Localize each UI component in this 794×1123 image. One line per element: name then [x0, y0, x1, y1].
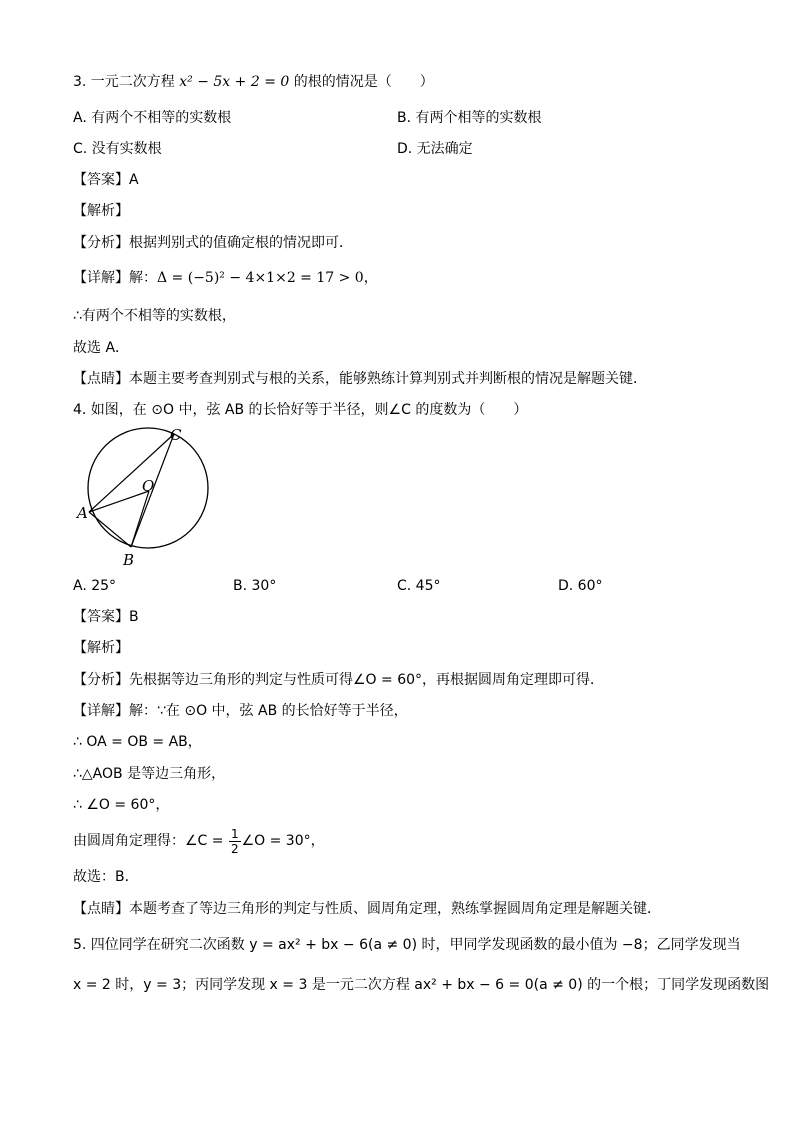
label-c: C	[170, 426, 182, 444]
q3-discriminant: Δ = (−5)² − 4×1×2 = 17 > 0	[157, 270, 364, 286]
q3-option-d: D. 无法确定	[397, 141, 473, 157]
q3-detail-label: 【详解】解：	[73, 270, 157, 286]
q4-step-4	[73, 826, 325, 856]
q3-detail	[73, 268, 378, 288]
q3-choose: 故选 A．	[73, 340, 130, 356]
segment-ao	[89, 491, 149, 512]
q4-step-2: ∴△AOB 是等边三角形，	[73, 766, 226, 782]
q4-jiexi: 【解析】	[73, 640, 129, 656]
q4-step-4-tail: ∠O = 30°，	[241, 833, 325, 849]
q4-comment: 【点睛】本题考查了等边三角形的判定与性质、圆周角定理，熟练掌握圆周角定理是解题关键．	[73, 901, 661, 917]
q4-stem: 4. 如图，在 ⊙O 中，弦 AB 的长恰好等于半径，则∠C 的度数为（ ）	[73, 402, 528, 418]
fraction-denominator: 2	[230, 841, 239, 856]
q4-step-1: ∴ OA = OB = AB，	[73, 734, 202, 750]
q3-option-b: B. 有两个相等的实数根	[397, 110, 542, 126]
q4-option-a: A. 25°	[73, 578, 117, 594]
fraction-numerator: 1	[230, 826, 239, 841]
segment-ac	[89, 434, 174, 512]
q3-stem-text-a: 3. 一元二次方程	[73, 74, 180, 90]
q3-stem-text-b: 的根的情况是（ ）	[289, 74, 434, 90]
q3-comment: 【点睛】本题主要考查判别式与根的关系，能够熟练计算判别式并判断根的情况是解题关键．	[73, 371, 647, 387]
label-o: O	[142, 477, 155, 495]
q3-analysis: 【分析】根据判别式的值确定根的情况即可．	[73, 235, 353, 251]
q3-equation: x² − 5x + 2 = 0	[179, 74, 290, 90]
q4-choose: 故选：B．	[73, 869, 139, 885]
q3-stem	[73, 72, 434, 92]
label-a: A	[77, 504, 88, 522]
q4-option-d: D. 60°	[558, 578, 603, 594]
label-b: B	[123, 551, 135, 569]
q4-detail: 【详解】解：∵在 ⊙O 中，弦 AB 的长恰好等于半径，	[73, 703, 408, 719]
q4-step-4-text: 由圆周角定理得：∠C =	[73, 833, 228, 849]
q4-analysis: 【分析】先根据等边三角形的判定与性质可得∠O = 60°，再根据圆周角定理即可得．	[73, 672, 605, 688]
fraction-one-half	[229, 827, 241, 856]
q3-option-a: A. 有两个不相等的实数根	[73, 110, 232, 126]
q4-answer: 【答案】B	[73, 609, 139, 625]
segment-bo	[131, 491, 149, 547]
q3-detail-end: ，	[363, 270, 378, 286]
segment-ab	[89, 512, 131, 547]
q3-jiexi: 【解析】	[73, 203, 129, 219]
q4-step-3: ∴ ∠O = 60°，	[73, 797, 170, 813]
q4-option-c: C. 45°	[397, 578, 441, 594]
q3-option-c: C. 没有实数根	[73, 141, 162, 157]
q3-therefore: ∴有两个不相等的实数根，	[73, 308, 236, 324]
q3-answer: 【答案】A	[73, 172, 139, 188]
q5-line-2: x = 2 时，y = 3；丙同学发现 x = 3 是一元二次方程 ax² + bx − 6 = 0(a ≠ 0) 的一个根；丁同学发现函数图	[73, 977, 770, 993]
circle-figure	[73, 425, 223, 570]
q4-option-b: B. 30°	[233, 578, 277, 594]
q5-line-1: 5. 四位同学在研究二次函数 y = ax² + bx − 6(a ≠ 0) 时，甲同学发现函数的最小值为 −8；乙同学发现当	[73, 937, 741, 953]
